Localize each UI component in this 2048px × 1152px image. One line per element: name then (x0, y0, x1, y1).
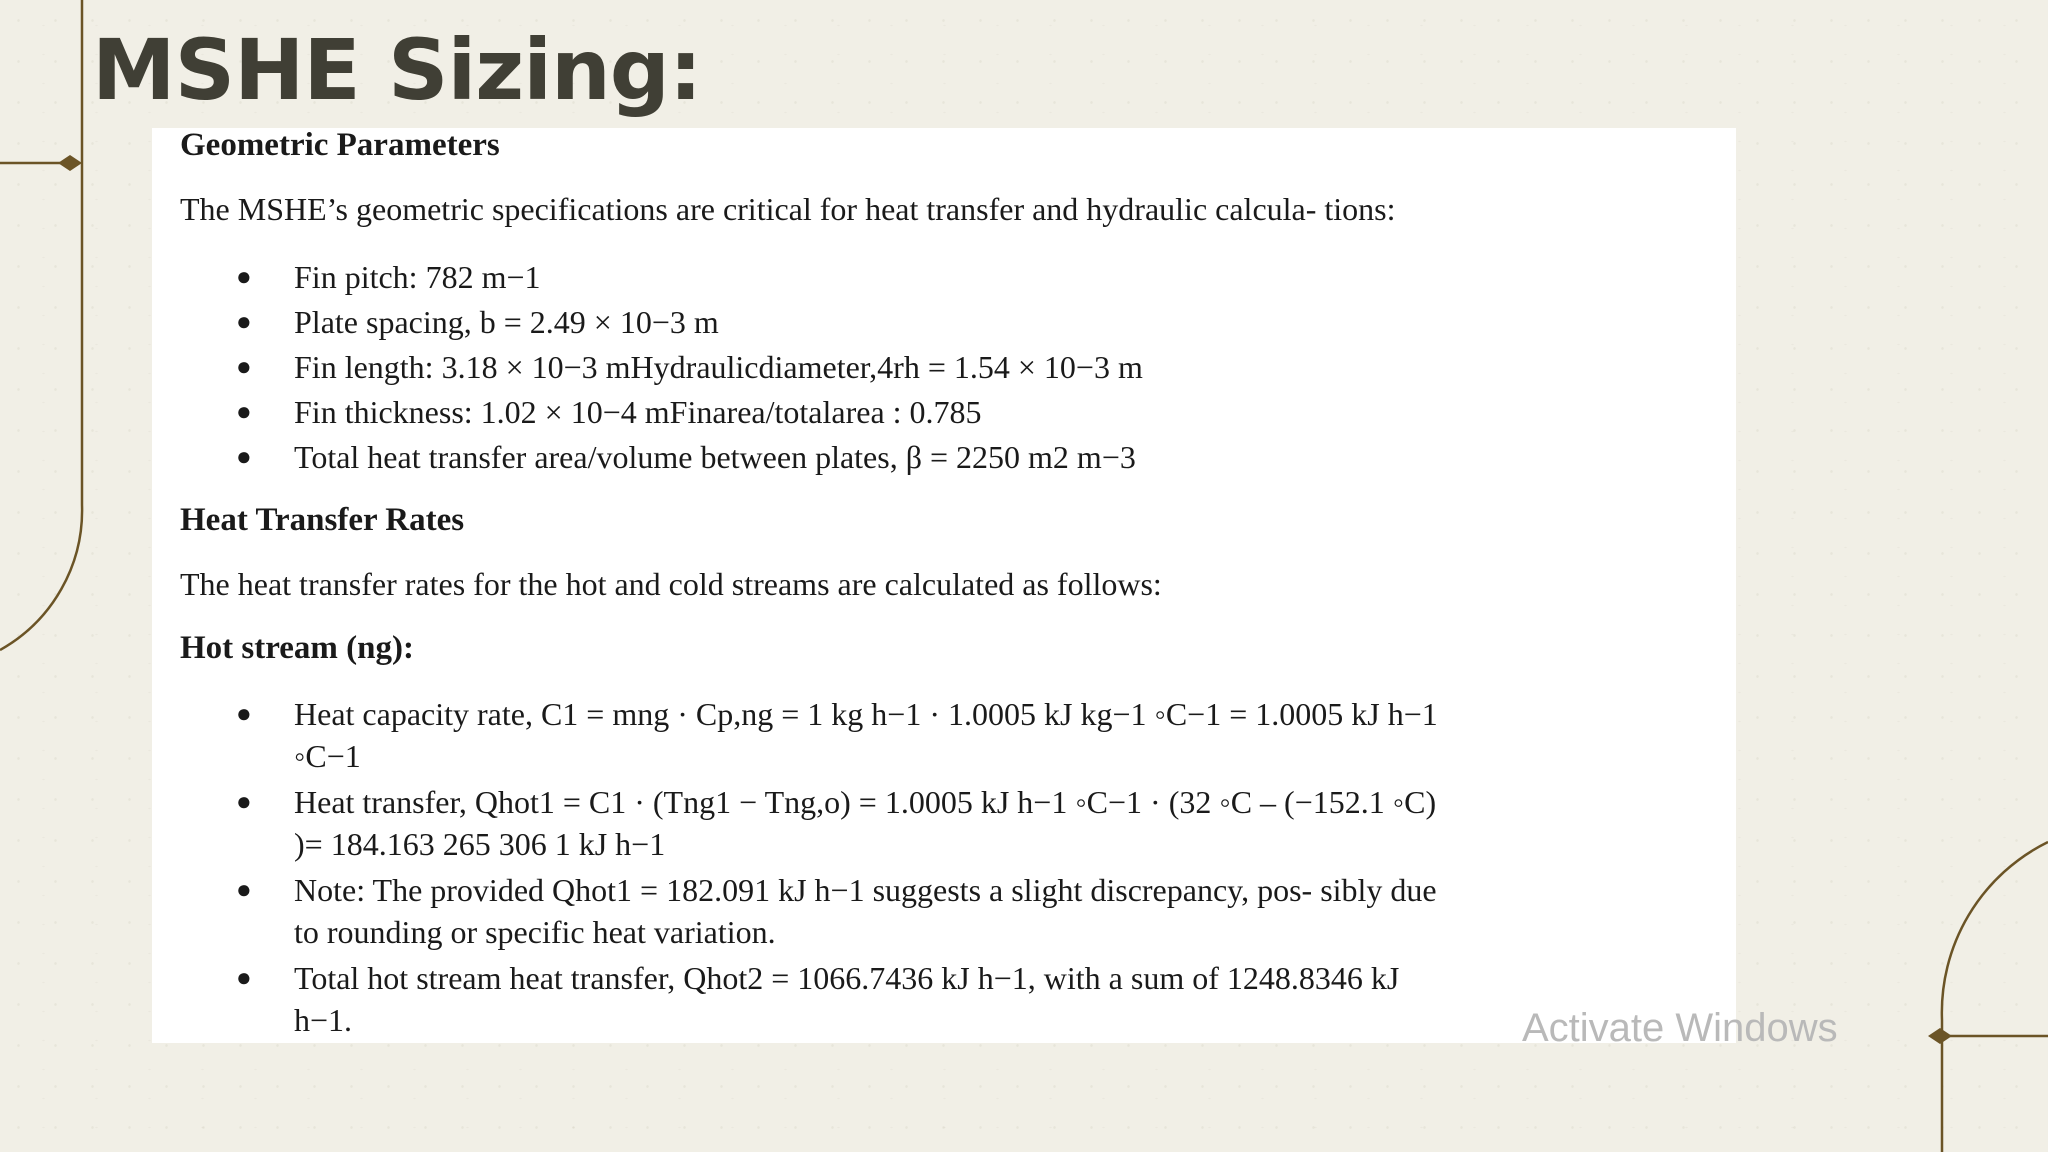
bullet-icon: ● (236, 262, 252, 291)
list-item-line: h−1. (294, 1002, 353, 1038)
list-item (180, 346, 1720, 388)
list-item (180, 436, 1720, 478)
bullet-icon: ● (236, 307, 252, 336)
list-item (180, 957, 1720, 1041)
list-item-text: Fin pitch: 782 m−1 (294, 259, 541, 295)
list-item-line: Heat capacity rate, C1 = mng · Cp,ng = 1 kg h−1 · 1.0005 kJ kg−1 ◦C−1 = 1.0005 kJ h−1 (294, 696, 1438, 732)
left-arc-line (0, 0, 82, 650)
list-item-line: ◦C−1 (294, 738, 361, 774)
list-item (180, 256, 1720, 298)
hot-stream-heading: Hot stream (ng): (180, 630, 414, 666)
list-item (180, 869, 1720, 953)
bullet-icon: ● (236, 442, 252, 471)
list-item (180, 301, 1720, 343)
list-item-text: Fin thickness: 1.02 × 10−4 mFinarea/totalarea : 0.785 (294, 394, 982, 430)
document-image (152, 127, 1838, 1050)
list-item-line: Heat transfer, Qhot1 = C1 · (Tng1 − Tng,o) = 1.0005 kJ h−1 ◦C−1 · (32 ◦C – (−152.1 ◦C) (294, 784, 1437, 820)
list-item (180, 693, 1720, 777)
heat-transfer-rates-heading: Heat Transfer Rates (180, 502, 465, 538)
right-arc-line (1942, 842, 2048, 1152)
bullet-icon: ● (236, 397, 252, 426)
slide-title: MSHE Sizing: (92, 21, 702, 119)
hot-stream-list (180, 693, 1720, 1041)
list-item-line: )= 184.163 265 306 1 kJ h−1 (294, 826, 666, 862)
right-diamond-marker (1928, 1028, 1952, 1044)
list-item (180, 391, 1720, 433)
list-item (180, 781, 1720, 865)
geometric-parameters-heading: Geometric Parameters (180, 127, 500, 163)
document-content (180, 128, 1720, 1041)
geometric-parameters-list (180, 256, 1720, 478)
list-item-line: to rounding or specific heat variation. (294, 914, 776, 950)
bullet-icon: ● (236, 699, 252, 728)
left-diamond-marker (58, 155, 82, 171)
bullet-icon: ● (236, 787, 252, 816)
list-item-text: Fin length: 3.18 × 10−3 mHydraulicdiameter,4rh = 1.54 × 10−3 m (294, 349, 1143, 385)
activate-windows-watermark: Activate Windows (1522, 1006, 1838, 1050)
list-item-line: Total hot stream heat transfer, Qhot2 = 1066.7436 kJ h−1, with a sum of 1248.8346 kJ (294, 960, 1400, 996)
heat-transfer-intro-paragraph: The heat transfer rates for the hot and cold streams are calculated as follows: (180, 566, 1162, 602)
bullet-icon: ● (236, 963, 252, 992)
bullet-icon: ● (236, 875, 252, 904)
list-item-text: Total heat transfer area/volume between plates, β = 2250 m2 m−3 (294, 439, 1136, 475)
list-item-text: Plate spacing, b = 2.49 × 10−3 m (294, 304, 719, 340)
bullet-icon: ● (236, 352, 252, 381)
list-item-line: Note: The provided Qhot1 = 182.091 kJ h−1 suggests a slight discrepancy, pos- sibly due (294, 872, 1437, 908)
geometric-intro-paragraph: The MSHE’s geometric specifications are critical for heat transfer and hydraulic calcula- tions: (180, 191, 1396, 227)
